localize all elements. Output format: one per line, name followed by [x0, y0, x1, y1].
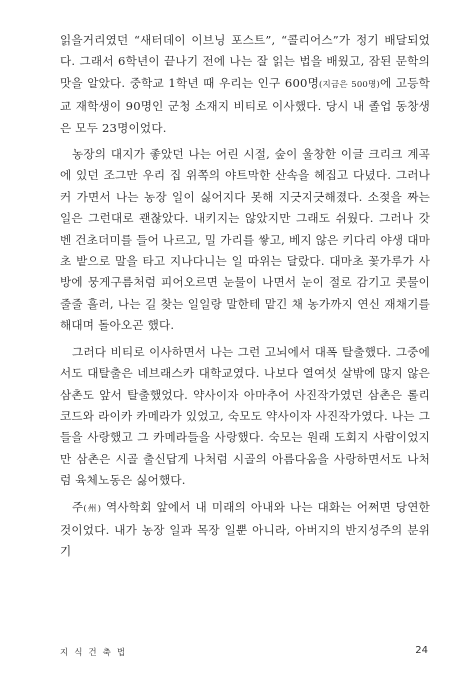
paragraph-1-text-a: 읽을거리였던 “새터데이 이브닝 포스트”, “콜리어스”가 정기 배달되었다. 그래서 6학년이 끝나기 전에 나는 잘 읽는 법을 배웠고, 잠된 문학의 맛을 알았다. 중학교 1학년 때 우리는 인구 600명 — [60, 33, 430, 90]
paragraph-3: 그러다 비티로 이사하면서 나는 그런 고뇌에서 대폭 탈출했다. 그중에서도 대탈출은 네브래스카 대학교였다. 나보다 열여섯 살밖에 많지 않은 삼촌도 앞서 탈출했었다. 약사이자 아마추어 사진작가였던 삼촌은 롤리코드와 라이카 카메라가 있었고, 숙모도 약사이자 사진작가였다. 나는 그들을 사랑했고 그 카메라들을 사랑했다. 숙모는 원래 도회지 사람이었지만 삼촌은 시골 출신답게 나처럼 시골의 아름다움을 사랑하면서도 나처럼 육체노동은 싫어했다. — [60, 344, 430, 488]
page-number: 24 — [415, 645, 428, 656]
paragraph-2: 농장의 대지가 좋았던 나는 어린 시절, 숲이 울창한 이글 크리크 계곡에 있던 조그만 우리 집 위쪽의 야트막한 산속을 헤집고 다녔다. 그러나 커 가면서 나는 농장 일이 싫어지다 못해 지긋지긋해졌다. 소젖을 짜는 일은 그런대로 괜찮았다. 내키지는 않았지만 그래도 쉬웠다. 그러나 갓 벤 건초더미를 들어 나르고, 밀 가리를 쌓고, 베지 않은 키다리 야생 대마초 밭으로 말을 타고 지나다니는 일 따위는 달랐다. 대마초 꽃가루가 사방에 뭉게구름처럼 피어오르면 눈물이 나면서 눈이 절로 감기고 콧물이 줄줄 흘러, 나는 길 찾는 일일랑 말한테 맡긴 채 농가까지 연신 재채기를 해대며 돌아오곤 했다. — [60, 147, 430, 333]
paragraph-4-annotation: (州) — [83, 503, 102, 514]
paragraph-1-text-b: 에 고등학교 재학생이 90명인 군청 소재지 비티로 이사했다. 당시 내 졸업 동창생은 모두 23명이었다. — [60, 75, 430, 135]
paragraph-4-text-b: 역사학회 앞에서 내 미래의 아내와 나는 대화는 어쩌면 당연한 것이었다. 내가 농장 일과 목장 일뿐 아니라, 아버지의 반지성주의 분위기 — [60, 499, 430, 559]
body-text — [60, 30, 430, 568]
paragraph-1 — [60, 30, 430, 139]
running-footer-book-title: 지식건축법 — [60, 648, 132, 658]
paragraph-4-text-a: 주 — [72, 499, 84, 514]
paragraph-1-annotation: (지금은 500명) — [319, 79, 380, 90]
paragraph-4 — [60, 497, 430, 563]
